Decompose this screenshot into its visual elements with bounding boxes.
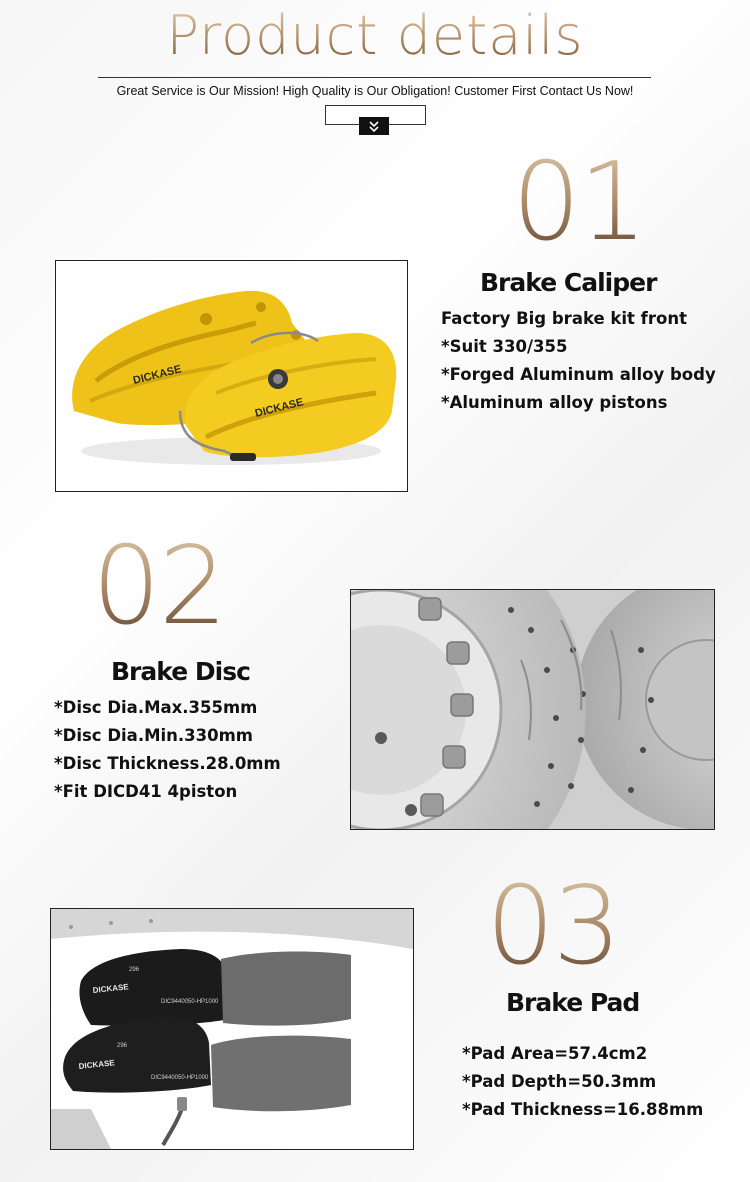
spec-item: *Pad Thickness=16.88mm: [462, 1100, 704, 1119]
page-title: Product details: [0, 4, 750, 68]
chevron-double-down-icon: [367, 119, 381, 133]
spec-item: *Pad Depth=50.3mm: [462, 1072, 657, 1091]
pad-part-number: DIC9440050-HP1000: [161, 999, 219, 1005]
header-divider: [98, 77, 651, 78]
section-title-brake-disc: Brake Disc: [111, 657, 250, 686]
spec-item: Factory Big brake kit front: [441, 309, 687, 328]
pad-brand-logo-lower: DICKASE: [78, 1058, 116, 1071]
spec-item: *Suit 330/355: [441, 337, 568, 356]
spec-item: *Disc Thickness.28.0mm: [54, 754, 281, 773]
pad-code-lower: 296: [117, 1043, 128, 1049]
caliper-brand-logo: DICKASE: [131, 363, 183, 387]
section-number-03: 03: [486, 864, 620, 989]
scroll-down-button[interactable]: [359, 117, 389, 135]
brake-caliper-image: [55, 260, 408, 492]
spec-item: *Disc Dia.Max.355mm: [54, 698, 258, 717]
spec-item: *Forged Aluminum alloy body: [441, 365, 716, 384]
spec-item: *Aluminum alloy pistons: [441, 393, 668, 412]
section-title-brake-caliper: Brake Caliper: [480, 268, 657, 297]
pad-code: 296: [129, 967, 140, 973]
brake-disc-specs: [54, 694, 281, 806]
header-tagline: Great Service is Our Mission! High Quality is Our Obligation! Customer First Contact Us Now!: [116, 84, 634, 98]
brake-pad-specs: [462, 1040, 703, 1124]
brake-disc-image: [350, 589, 715, 830]
section-number-02: 02: [92, 524, 226, 649]
brake-caliper-specs: [441, 305, 716, 417]
spec-item: *Fit DICD41 4piston: [54, 782, 238, 801]
section-title-brake-pad: Brake Pad: [506, 988, 640, 1017]
section-number-01: 01: [512, 140, 646, 265]
pad-brand-logo: DICKASE: [92, 982, 130, 995]
spec-item: *Disc Dia.Min.330mm: [54, 726, 253, 745]
caliper-brand-logo-front: DICKASE: [253, 396, 305, 420]
brake-pad-image: [50, 908, 414, 1150]
pad-part-number-lower: DIC9440050-HP1000: [151, 1075, 209, 1081]
spec-item: *Pad Area=57.4cm2: [462, 1044, 648, 1063]
